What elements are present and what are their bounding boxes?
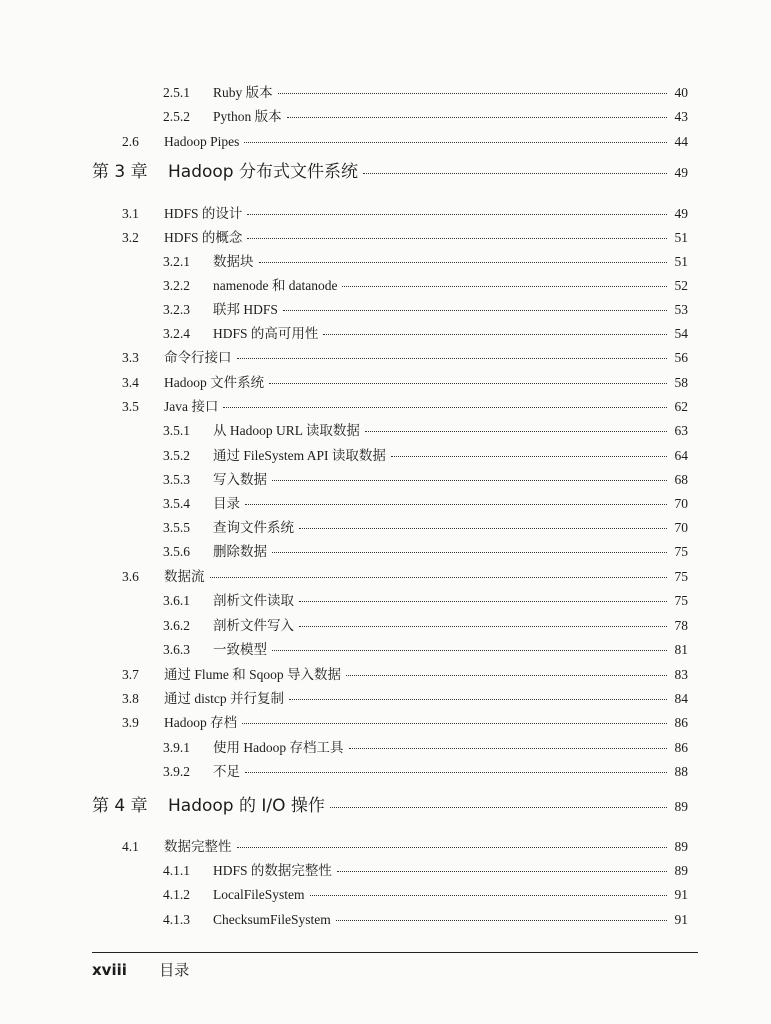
- toc-entry-number: 第 4 章: [92, 796, 148, 816]
- toc-entry-number: 3.2.4: [163, 326, 190, 341]
- toc-entry-title: Hadoop Pipes: [164, 134, 240, 149]
- dot-leader: [346, 675, 667, 676]
- toc-entry-title: 使用 Hadoop 存档工具: [213, 740, 344, 755]
- toc-entry-number: 3.5.6: [163, 544, 190, 559]
- dot-leader: [299, 601, 667, 602]
- toc-entry-number: 2.6: [122, 134, 139, 149]
- toc-entry-page: 58: [674, 375, 688, 390]
- dot-leader: [245, 504, 667, 505]
- toc-entry-number: 3.5.3: [163, 472, 190, 487]
- toc-entry-number: 4.1: [122, 839, 139, 854]
- toc-section-entry: [122, 568, 688, 586]
- toc-entry-title: 从 Hadoop URL 读取数据: [213, 423, 360, 438]
- dot-leader: [365, 431, 667, 432]
- toc-entry-page: 75: [674, 544, 688, 559]
- toc-subsection-entry: [163, 447, 688, 465]
- dot-leader: [310, 895, 668, 896]
- toc-chapter-entry: [92, 163, 688, 182]
- toc-entry-number: 3.2: [122, 230, 139, 245]
- toc-section-entry: [122, 229, 688, 247]
- dot-leader: [269, 383, 667, 384]
- toc-entry-title: 写入数据: [213, 472, 267, 487]
- toc-entry-page: 44: [674, 134, 688, 149]
- dot-leader: [223, 407, 667, 408]
- toc-subsection-entry: [163, 325, 688, 343]
- toc-entry-number: 3.6: [122, 569, 139, 584]
- toc-section-entry: [122, 690, 688, 708]
- toc-entry-number: 3.5.5: [163, 520, 190, 535]
- toc-entry-page: 83: [674, 667, 688, 682]
- dot-leader: [272, 650, 667, 651]
- toc-entry-title: 查询文件系统: [213, 520, 294, 535]
- toc-subsection-entry: [163, 592, 688, 610]
- toc-entry-page: 56: [674, 350, 688, 365]
- toc-entry-number: 3.5.4: [163, 496, 190, 511]
- toc-subsection-entry: [163, 84, 688, 102]
- toc-entry-page: 70: [674, 520, 688, 535]
- dot-leader: [299, 528, 667, 529]
- toc-subsection-entry: [163, 519, 688, 537]
- toc-entry-number: 3.9.2: [163, 764, 190, 779]
- toc-subsection-entry: [163, 495, 688, 513]
- toc-entry-page: 75: [674, 569, 688, 584]
- toc-section-entry: [122, 133, 688, 151]
- toc-entry-title: HDFS 的概念: [164, 230, 243, 245]
- toc-entry-number: 4.1.1: [163, 863, 190, 878]
- toc-entry-page: 51: [674, 254, 688, 269]
- dot-leader: [299, 626, 667, 627]
- dot-leader: [237, 358, 668, 359]
- toc-subsection-entry: [163, 763, 688, 781]
- toc-entry-page: 78: [674, 618, 688, 633]
- toc-entry-number: 3.6.3: [163, 642, 190, 657]
- toc-entry-page: 64: [674, 448, 688, 463]
- toc-entry-page: 86: [674, 740, 688, 755]
- toc-entry-title: 数据块: [213, 254, 254, 269]
- toc-entry-number: 3.6.1: [163, 593, 190, 608]
- toc-entry-page: 84: [674, 691, 688, 706]
- dot-leader: [391, 456, 667, 457]
- page-footer: [92, 959, 189, 980]
- toc-entry-number: 第 3 章: [92, 162, 148, 182]
- toc-entry-page: 52: [674, 278, 688, 293]
- toc-entry-page: 89: [674, 863, 688, 878]
- toc-entry-number: 3.8: [122, 691, 139, 706]
- toc-entry-title: 通过 FileSystem API 读取数据: [213, 448, 386, 463]
- toc-section-entry: [122, 714, 688, 732]
- toc-entry-title: 数据完整性: [164, 839, 232, 854]
- toc-entry-number: 3.5.2: [163, 448, 190, 463]
- dot-leader: [247, 238, 667, 239]
- toc-entry-page: 54: [674, 326, 688, 341]
- toc-section-entry: [122, 838, 688, 856]
- toc-entry-page: 81: [674, 642, 688, 657]
- toc-entry-number: 2.5.2: [163, 109, 190, 124]
- dot-leader: [342, 286, 667, 287]
- toc-entry-page: 63: [674, 423, 688, 438]
- toc-entry-title: namenode 和 datanode: [213, 278, 338, 293]
- toc-section-entry: [122, 666, 688, 684]
- toc-entry-page: 75: [674, 593, 688, 608]
- dot-leader: [247, 214, 667, 215]
- toc-subsection-entry: [163, 108, 688, 126]
- toc-entry-title: Hadoop 存档: [164, 715, 238, 730]
- toc-entry-title: Hadoop 的 I/O 操作: [168, 796, 325, 816]
- toc-entry-page: 91: [674, 887, 688, 902]
- toc-entry-title: 删除数据: [213, 544, 267, 559]
- toc-entry-number: 3.2.2: [163, 278, 190, 293]
- toc-entry-page: 89: [674, 799, 688, 814]
- toc-entry-title: ChecksumFileSystem: [213, 912, 331, 927]
- toc-entry-title: HDFS 的设计: [164, 206, 243, 221]
- toc-subsection-entry: [163, 617, 688, 635]
- toc-entry-number: 4.1.3: [163, 912, 190, 927]
- toc-subsection-entry: [163, 911, 688, 929]
- toc-entry-title: 目录: [213, 496, 240, 511]
- toc-entry-number: 3.1: [122, 206, 139, 221]
- toc-subsection-entry: [163, 543, 688, 561]
- toc-entry-title: Python 版本: [213, 109, 282, 124]
- toc-entry-page: 88: [674, 764, 688, 779]
- dot-leader: [210, 577, 668, 578]
- toc-entry-page: 49: [674, 206, 688, 221]
- dot-leader: [323, 334, 667, 335]
- dot-leader: [330, 807, 667, 808]
- toc-entry-page: 62: [674, 399, 688, 414]
- toc-subsection-entry: [163, 886, 688, 904]
- dot-leader: [245, 772, 667, 773]
- toc-entry-number: 3.5: [122, 399, 139, 414]
- toc-entry-title: HDFS 的数据完整性: [213, 863, 332, 878]
- page-folio: xviii: [92, 961, 127, 979]
- toc-entry-title: 剖析文件写入: [213, 618, 294, 633]
- toc-subsection-entry: [163, 641, 688, 659]
- toc-entry-page: 89: [674, 839, 688, 854]
- dot-leader: [272, 552, 667, 553]
- toc-entry-page: 68: [674, 472, 688, 487]
- toc-entry-title: Hadoop 分布式文件系统: [168, 162, 358, 182]
- footer-rule: [92, 952, 698, 953]
- toc-entry-title: 数据流: [164, 569, 205, 584]
- toc-entry-number: 4.1.2: [163, 887, 190, 902]
- dot-leader: [283, 310, 667, 311]
- toc-entry-title: Java 接口: [164, 399, 219, 414]
- toc-subsection-entry: [163, 301, 688, 319]
- toc-entry-number: 3.5.1: [163, 423, 190, 438]
- toc-entry-title: Hadoop 文件系统: [164, 375, 265, 390]
- toc-entry-page: 86: [674, 715, 688, 730]
- toc-entry-title: 通过 Flume 和 Sqoop 导入数据: [164, 667, 342, 682]
- toc-entry-number: 3.4: [122, 375, 139, 390]
- toc-chapter-entry: [92, 797, 688, 816]
- toc-subsection-entry: [163, 862, 688, 880]
- toc-entry-page: 51: [674, 230, 688, 245]
- toc-entry-page: 91: [674, 912, 688, 927]
- dot-leader: [272, 480, 667, 481]
- dot-leader: [259, 262, 668, 263]
- toc-entry-number: 3.9.1: [163, 740, 190, 755]
- dot-leader: [242, 723, 667, 724]
- toc-section-entry: [122, 349, 688, 367]
- toc-entry-number: 3.2.3: [163, 302, 190, 317]
- toc-entry-page: 43: [674, 109, 688, 124]
- dot-leader: [278, 93, 667, 94]
- dot-leader: [363, 173, 667, 174]
- toc-section-entry: [122, 374, 688, 392]
- dot-leader: [337, 871, 667, 872]
- dot-leader: [237, 847, 668, 848]
- toc-entry-title: 剖析文件读取: [213, 593, 294, 608]
- toc-entry-number: 3.9: [122, 715, 139, 730]
- toc-section-entry: [122, 205, 688, 223]
- toc-subsection-entry: [163, 253, 688, 271]
- dot-leader: [287, 117, 667, 118]
- toc-entry-title: 不足: [213, 764, 240, 779]
- toc-entry-number: 3.7: [122, 667, 139, 682]
- dot-leader: [336, 920, 667, 921]
- toc-subsection-entry: [163, 277, 688, 295]
- toc-entry-number: 3.2.1: [163, 254, 190, 269]
- toc-entry-page: 49: [674, 165, 688, 180]
- toc-subsection-entry: [163, 471, 688, 489]
- toc-entry-title: 联邦 HDFS: [213, 302, 278, 317]
- toc-entry-title: 一致模型: [213, 642, 267, 657]
- toc-entry-title: HDFS 的高可用性: [213, 326, 319, 341]
- running-footer-label: 目录: [159, 961, 190, 979]
- toc-subsection-entry: [163, 422, 688, 440]
- dot-leader: [289, 699, 667, 700]
- toc-entry-title: LocalFileSystem: [213, 887, 305, 902]
- toc-entry-number: 3.3: [122, 350, 139, 365]
- toc-entry-page: 40: [674, 85, 688, 100]
- toc-entry-title: Ruby 版本: [213, 85, 273, 100]
- toc-section-entry: [122, 398, 688, 416]
- toc-entry-number: 2.5.1: [163, 85, 190, 100]
- dot-leader: [244, 142, 667, 143]
- toc-entry-title: 命令行接口: [164, 350, 232, 365]
- toc-subsection-entry: [163, 739, 688, 757]
- toc-entry-title: 通过 distcp 并行复制: [164, 691, 284, 706]
- toc-entry-page: 53: [674, 302, 688, 317]
- toc-entry-page: 70: [674, 496, 688, 511]
- toc-entry-number: 3.6.2: [163, 618, 190, 633]
- dot-leader: [349, 748, 668, 749]
